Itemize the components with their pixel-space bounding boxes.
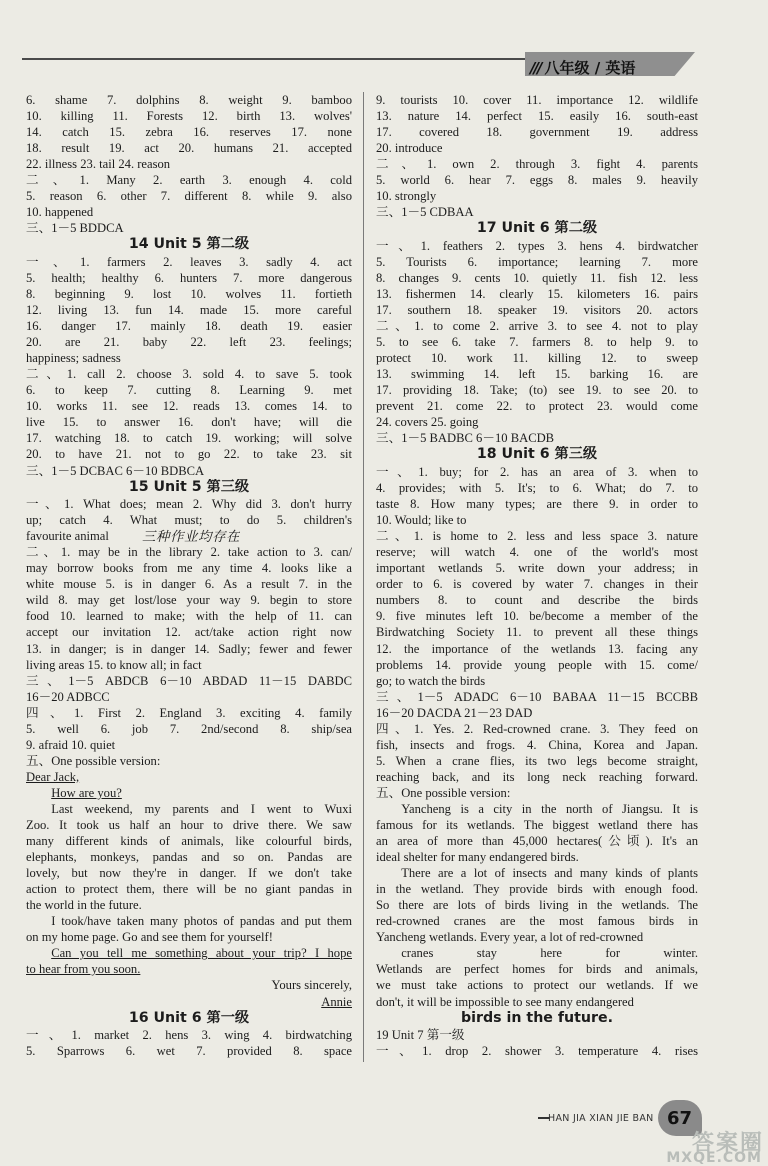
left-answer-line: 一、1. farmers 2. leaves 3. sadly 4. act [26,254,352,269]
left-answer-line: food 10. learned to make; with the help of 11. can [26,609,352,624]
right-answer-line: prevent 21. come 22. to protect 23. would come [376,399,698,414]
right-answer-line: cranes stay here for winter. [401,946,698,961]
left-answer-line: 二、1. may be in the library 2. take action to 3. can/ [26,545,352,560]
left-answer-line: 9. afraid 10. quiet [26,737,116,752]
footer-brand: HAN JIA XIAN JIE BAN [548,1113,654,1124]
right-answer-line: 9. tourists 10. cover 11. importance 12. wildlife [376,93,698,107]
header-slashes: /// [530,59,541,77]
right-answer-line: 二、1. to come 2. arrive 3. to see 4. not to play [376,319,698,334]
right-answer-line: famous for its wetlands. The biggest wetland there has [376,818,698,833]
right-answer-line: numbers 8. to count and describe the birds [376,593,698,608]
left-answer-line: 16. danger 17. mainly 18. death 19. easier [26,319,352,334]
right-answer-line: 二、1. is home to 2. less and less space 3. nature [376,529,698,544]
right-answer-line: Wetlands are perfect homes for birds and animals, [376,962,698,977]
header-grade: 八年级 [544,59,590,77]
right-answer-line: 20. introduce [376,141,443,156]
left-answer-line: Annie [321,994,352,1009]
left-answer-line: Dear Jack, [26,769,80,784]
right-section-heading: 17 Unit 6 第二级 [476,220,598,237]
left-answer-line: to hear from you soon. [26,962,141,977]
right-answer-line: 17. southern 18. speaker 19. visitors 20. actors [376,303,698,318]
right-section-heading: birds in the future. [460,1009,614,1026]
right-answer-line: 一、1. drop 2. shower 3. temperature 4. rises [376,1044,698,1059]
right-answer-line: in the wetland. They provide birds with enough food. [376,882,698,897]
right-answer-line: reaching back, and its long neck reaching forward. [376,769,698,784]
right-answer-line: 24. covers 25. going [376,415,479,430]
left-answer-line: 22. illness 23. tail 24. reason [26,157,171,172]
right-answer-line: 5. When a crane flies, its two legs become straight, [376,753,698,768]
left-answer-line: 20. are 21. baby 22. left 23. feelings; [26,335,352,350]
left-answer-line: 6. shame 7. dolphins 8. weight 9. bamboo [26,93,352,107]
left-answer-line: 二、1. Many 2. earth 3. enough 4. cold [26,173,352,188]
left-answer-line: 10. killing 11. Forests 12. birth 13. wolves' [26,109,352,124]
watermark-url: MXQE.COM [666,1150,762,1166]
right-answer-line: red-crowned cranes are the most famous birds in [376,914,698,929]
right-answer-line: 9. five minutes left 10. be/become a member of the [376,609,698,624]
left-answer-line: up; catch 4. What must; to do 5. children's [26,513,352,528]
right-answer-line: 16－20 DACDA 21－23 DAD [376,705,533,720]
left-answer-line: 17. watching 18. to catch 19. working; will solve [26,431,352,446]
watermark-logo-text: 答案圈 [691,1131,764,1156]
left-answer-line: 五、One possible version: [26,753,161,768]
right-answer-line: we must take actions to protect our wetlands. If we [376,978,698,993]
right-answer-line: 13. fishermen 14. clearly 15. kilometers 16. pairs [376,287,698,302]
right-answer-line: So there are lots of birds living in the wetlands. The [376,898,698,913]
right-answer-line: 13. nature 14. perfect 15. easily 16. south-east [376,109,698,124]
left-answer-line: How are you? [51,785,122,800]
right-answer-line: Yancheng is a city in the north of Jiangsu. It is [401,801,698,816]
column-divider [363,92,364,1062]
left-answer-line: the world in the future. [26,898,142,913]
left-answer-line: wild 8. may get lost/lose your way 9. begin to store [26,593,352,608]
right-answer-line: 三、1－5 ADADC 6－10 BABAA 11－15 BCCBB [376,689,698,704]
left-answer-line: 14. catch 15. zebra 16. reserves 17. none [26,125,352,140]
header-subject: 英语 [605,59,636,77]
header-rule [22,58,612,60]
right-answer-line: 三、1－5 CDBAA [376,205,474,220]
right-answer-line: taste 8. How many types; are there 9. in order to [376,497,698,512]
right-answer-line: Yancheng wetlands. Every year, a lot of red-crowned [376,930,644,945]
left-answer-line: 三、1－5 ABDCB 6－10 ABDAD 11－15 DABDC [26,673,352,688]
right-answer-line: don't, it will be impossible to see many endangered [376,994,634,1009]
right-answer-line: 二、1. own 2. through 3. fight 4. parents [376,157,698,172]
right-answer-line: 三、1－5 BADBC 6－10 BACDB [376,431,555,446]
left-answer-line: white mouse 5. is in danger 6. As a result 7. in the [26,577,352,592]
left-section-heading: 16 Unit 6 第一级 [128,1009,250,1026]
right-section-heading: 18 Unit 6 第三级 [476,446,598,463]
left-answer-line: 13. in danger; is in danger 14. Sadly; fewer and fewer [26,641,352,656]
left-answer-line: living areas 15. to know all; in fact [26,657,202,672]
right-answer-line: fish, insects and frogs. 4. China, Korea and Japan. [376,737,698,752]
right-answer-line: 一、1. feathers 2. types 3. hens 4. birdwatcher [376,238,698,253]
right-answer-line: go; to watch the birds [376,673,486,688]
right-answer-line: 四、1. Yes. 2. Red-crowned crane. 3. They feed on [376,721,698,736]
right-answer-line: 17. covered 18. government 19. address [376,125,698,140]
right-column [376,92,698,1059]
left-answer-line: 16－20 ADBCC [26,689,110,704]
left-answer-line: 5. well 6. job 7. 2nd/second 8. ship/sea [26,721,352,736]
header-title [530,57,635,78]
left-answer-line: many different kinds of animals, like colourful birds, [26,834,352,849]
right-answer-line: 5. world 6. hear 7. eggs 8. males 9. heavily [376,173,698,188]
left-answer-line: on my home page. Go and see them for yourself! [26,930,273,945]
page-number: 67 [667,1108,693,1129]
header-separator: / [594,59,601,77]
left-answer-line: action to protect them, there will be no giant pandas in [26,882,352,897]
left-answer-line: accept our invitation 12. act/take action right now [26,625,352,640]
handwritten-note: 三种作业均存在 [142,529,240,545]
left-answer-line: Can you tell me something about your trip? I hope [51,946,352,961]
page-header [0,52,768,84]
right-answer-line: There are a lot of insects and many kinds of plants [401,866,698,881]
right-answer-line: 8. changes 9. cents 10. quietly 11. fish 12. less [376,270,698,285]
left-section-heading: 14 Unit 5 第二级 [128,236,250,253]
right-answer-line: 5. to see 6. take 7. farmers 8. to help 9. to [376,335,698,350]
left-answer-line: 5. reason 6. other 7. different 8. while 9. also [26,189,352,204]
right-answer-line: 一、1. buy; for 2. has an area of 3. when to [376,464,698,479]
right-answer-line: problems 14. provide young people with 15. come/ [376,657,698,672]
right-answer-line: 17. providing 18. Take; (to) see 19. to see 20. to [376,383,698,398]
left-answer-line: favourite animal [26,529,109,544]
left-answer-line: happiness; sadness [26,351,121,366]
left-answer-line: 一、1. market 2. hens 3. wing 4. birdwatching [26,1028,352,1043]
right-answer-line: an area of more than 45,000 hectares(公顷). It's an [376,834,698,849]
left-section-heading: 15 Unit 5 第三级 [128,478,250,495]
left-answer-line: Zoo. It took us half an hour to drive there. We saw [26,818,352,833]
right-answer-line: ideal shelter for many endangered birds. [376,850,579,865]
left-answer-line: 10. happened [26,205,94,220]
left-answer-line: 8. beginning 9. lost 10. wolves 11. fortieth [26,287,352,302]
right-answer-line: 10. strongly [376,189,437,204]
right-answer-line: 10. Would; like to [376,513,467,528]
right-answer-line: important wetlands 5. write down your address; in [376,561,698,576]
right-answer-line: 12. the importance of the wetlands 13. facing any [376,641,698,656]
left-answer-line: lovely, but now they're in danger. If we don't take [26,866,352,881]
watermark [640,1126,768,1164]
left-answer-line: I took/have taken many photos of pandas and put them [51,914,352,929]
left-answer-line: 5. Sparrows 6. wet 7. provided 8. space [26,1044,352,1059]
left-answer-line: 10. works 11. see 12. reads 13. comes 14. to [26,399,352,414]
left-answer-line: 三、1－5 BDDCA [26,221,124,236]
left-answer-line: 二、1. call 2. choose 3. sold 4. to save 5. took [26,367,352,382]
left-answer-line: 20. to have 21. not to go 22. to take 23. sit [26,447,352,462]
right-answer-line: protect 10. work 11. killing 12. to sweep [376,351,698,366]
left-answer-line: 四、1. First 2. England 3. exciting 4. family [26,705,352,720]
left-answer-line: 一、1. What does; mean 2. Why did 3. don't hurry [26,497,352,512]
left-answer-line: 三、1－5 DCBAC 6－10 BDBCA [26,463,205,478]
left-column [26,92,352,1059]
left-answer-line: 6. to keep 7. cutting 8. Learning 9. met [26,383,352,398]
right-answer-line: order to 6. is covered by water 7. changes in their [376,577,698,592]
right-answer-line: 4. provides; with 5. It's; to 6. What; do 7. to [376,481,698,496]
left-answer-line: 18. result 19. act 20. humans 21. accepted [26,141,352,156]
right-answer-line: 五、One possible version: [376,785,511,800]
left-answer-line: 12. living 13. fun 14. made 15. more careful [26,303,352,318]
left-answer-line: elephants, monkeys, pandas and so on. Pandas are [26,850,352,865]
left-answer-line: 5. health; healthy 6. hunters 7. more dangerous [26,270,352,285]
right-answer-line: 19 Unit 7 第一级 [376,1028,465,1043]
right-answer-line: 13. swimming 14. left 15. barking 16. are [376,367,698,382]
left-answer-line: Last weekend, my parents and I went to Wuxi [51,801,352,816]
right-answer-line: 5. Tourists 6. importance; learning 7. more [376,254,698,269]
right-answer-line: Birdwatching Society 11. to prevent all these things [376,625,698,640]
left-answer-line: live 15. to answer 16. don't have; will die [26,415,352,430]
left-answer-line: may borrow books from me any time 4. looks like a [26,561,352,576]
right-answer-line: reserve; will watch 4. one of the world's most [376,545,698,560]
left-answer-line: Yours sincerely, [271,978,352,993]
